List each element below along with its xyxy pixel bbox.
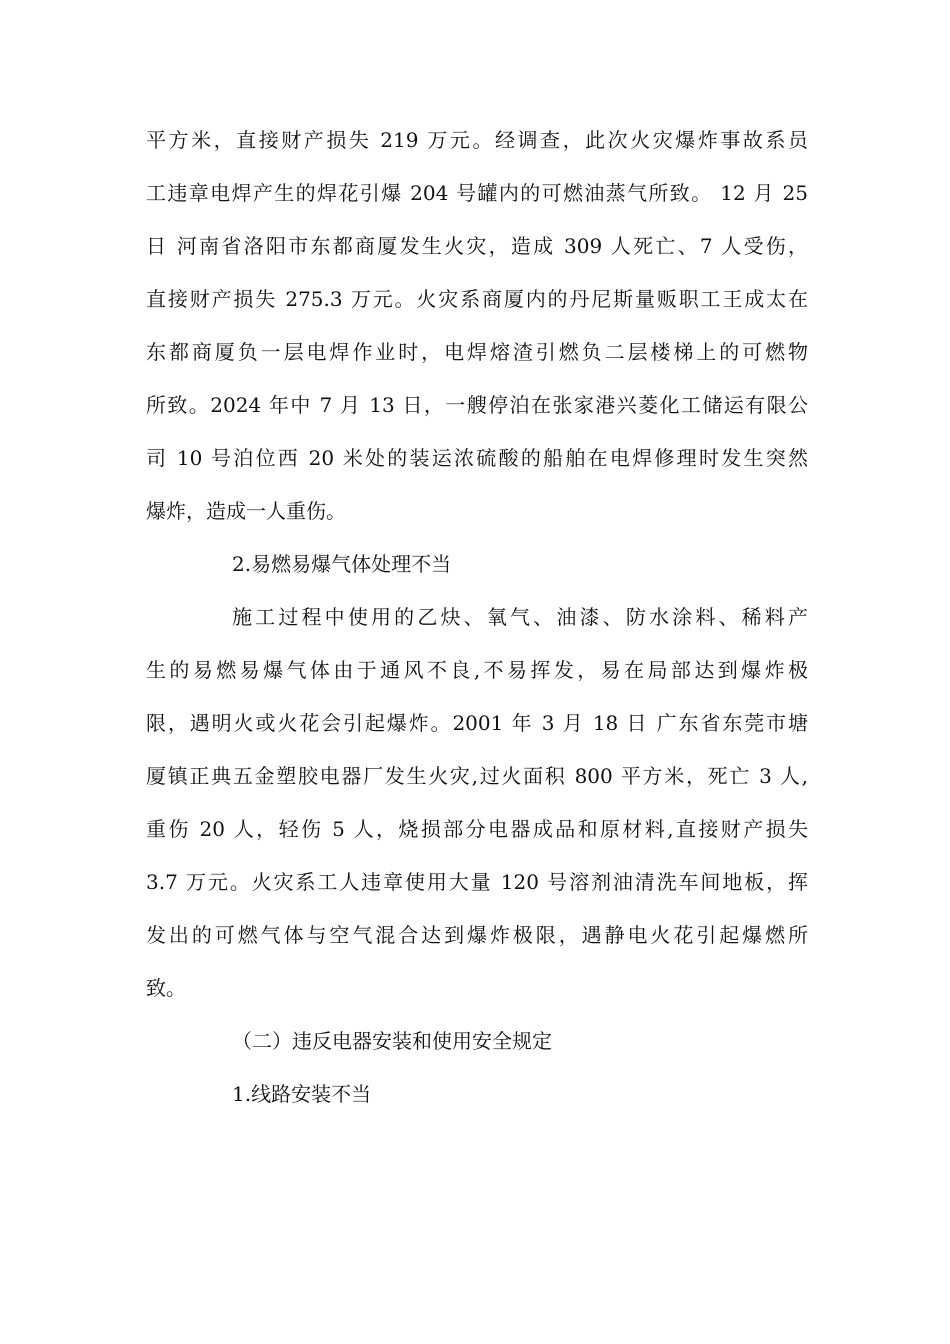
text-line: 3.7 万元。火灾系工人违章使用大量 120 号溶剂油清洗车间地板，挥 [146, 870, 808, 894]
document-body [146, 114, 808, 1121]
heading-text: 2.易燃易爆气体处理不当 [232, 552, 452, 576]
text-line: 东都商厦负一层电焊作业时，电焊熔渣引燃负二层楼梯上的可燃物 [146, 340, 808, 364]
text-line: 厦镇正典五金塑胶电器厂发生火灾,过火面积 800 平方米，死亡 3 人, [146, 764, 808, 788]
text-line: 致。 [146, 976, 186, 1000]
text-line: 生的易燃易爆气体由于通风不良,不易挥发，易在局部达到爆炸极 [146, 658, 808, 682]
heading-text: （二）违反电器安装和使用安全规定 [232, 1029, 552, 1053]
text-line: 直接财产损失 275.3 万元。火灾系商厦内的丹尼斯量贩职工王成太在 [146, 287, 808, 311]
text-line: 重伤 20 人，轻伤 5 人，烧损部分电器成品和原材料,直接财产损失 [146, 817, 808, 841]
text-line: 平方米，直接财产损失 219 万元。经调查，此次火灾爆炸事故系员 [146, 128, 808, 152]
heading-text: 1.线路安装不当 [232, 1082, 372, 1106]
section-heading-electrical-safety [146, 1015, 808, 1068]
paragraph-welding-cases [146, 114, 808, 538]
text-line: 日 河南省洛阳市东都商厦发生火灾，造成 309 人死亡、7 人受伤， [146, 234, 808, 258]
text-line: 爆炸，造成一人重伤。 [146, 499, 346, 523]
section-heading-wiring [146, 1068, 808, 1121]
text-line: 发出的可燃气体与空气混合达到爆炸极限，遇静电火花引起爆燃所 [146, 923, 808, 947]
section-heading-flammable-gas [146, 538, 808, 591]
paragraph-flammable-gas-cases [146, 591, 808, 1015]
text-line: 限，遇明火或火花会引起爆炸。2001 年 3 月 18 日 广东省东莞市塘 [146, 711, 808, 735]
text-line: 施工过程中使用的乙炔、氧气、油漆、防水涂料、稀料产 [232, 605, 808, 629]
text-line: 所致。2024 年中 7 月 13 日，一艘停泊在张家港兴菱化工储运有限公 [146, 393, 808, 417]
text-line: 工违章电焊产生的焊花引爆 204 号罐内的可燃油蒸气所致。 12 月 25 [146, 181, 808, 205]
text-line: 司 10 号泊位西 20 米处的装运浓硫酸的船舶在电焊修理时发生突然 [146, 446, 808, 470]
